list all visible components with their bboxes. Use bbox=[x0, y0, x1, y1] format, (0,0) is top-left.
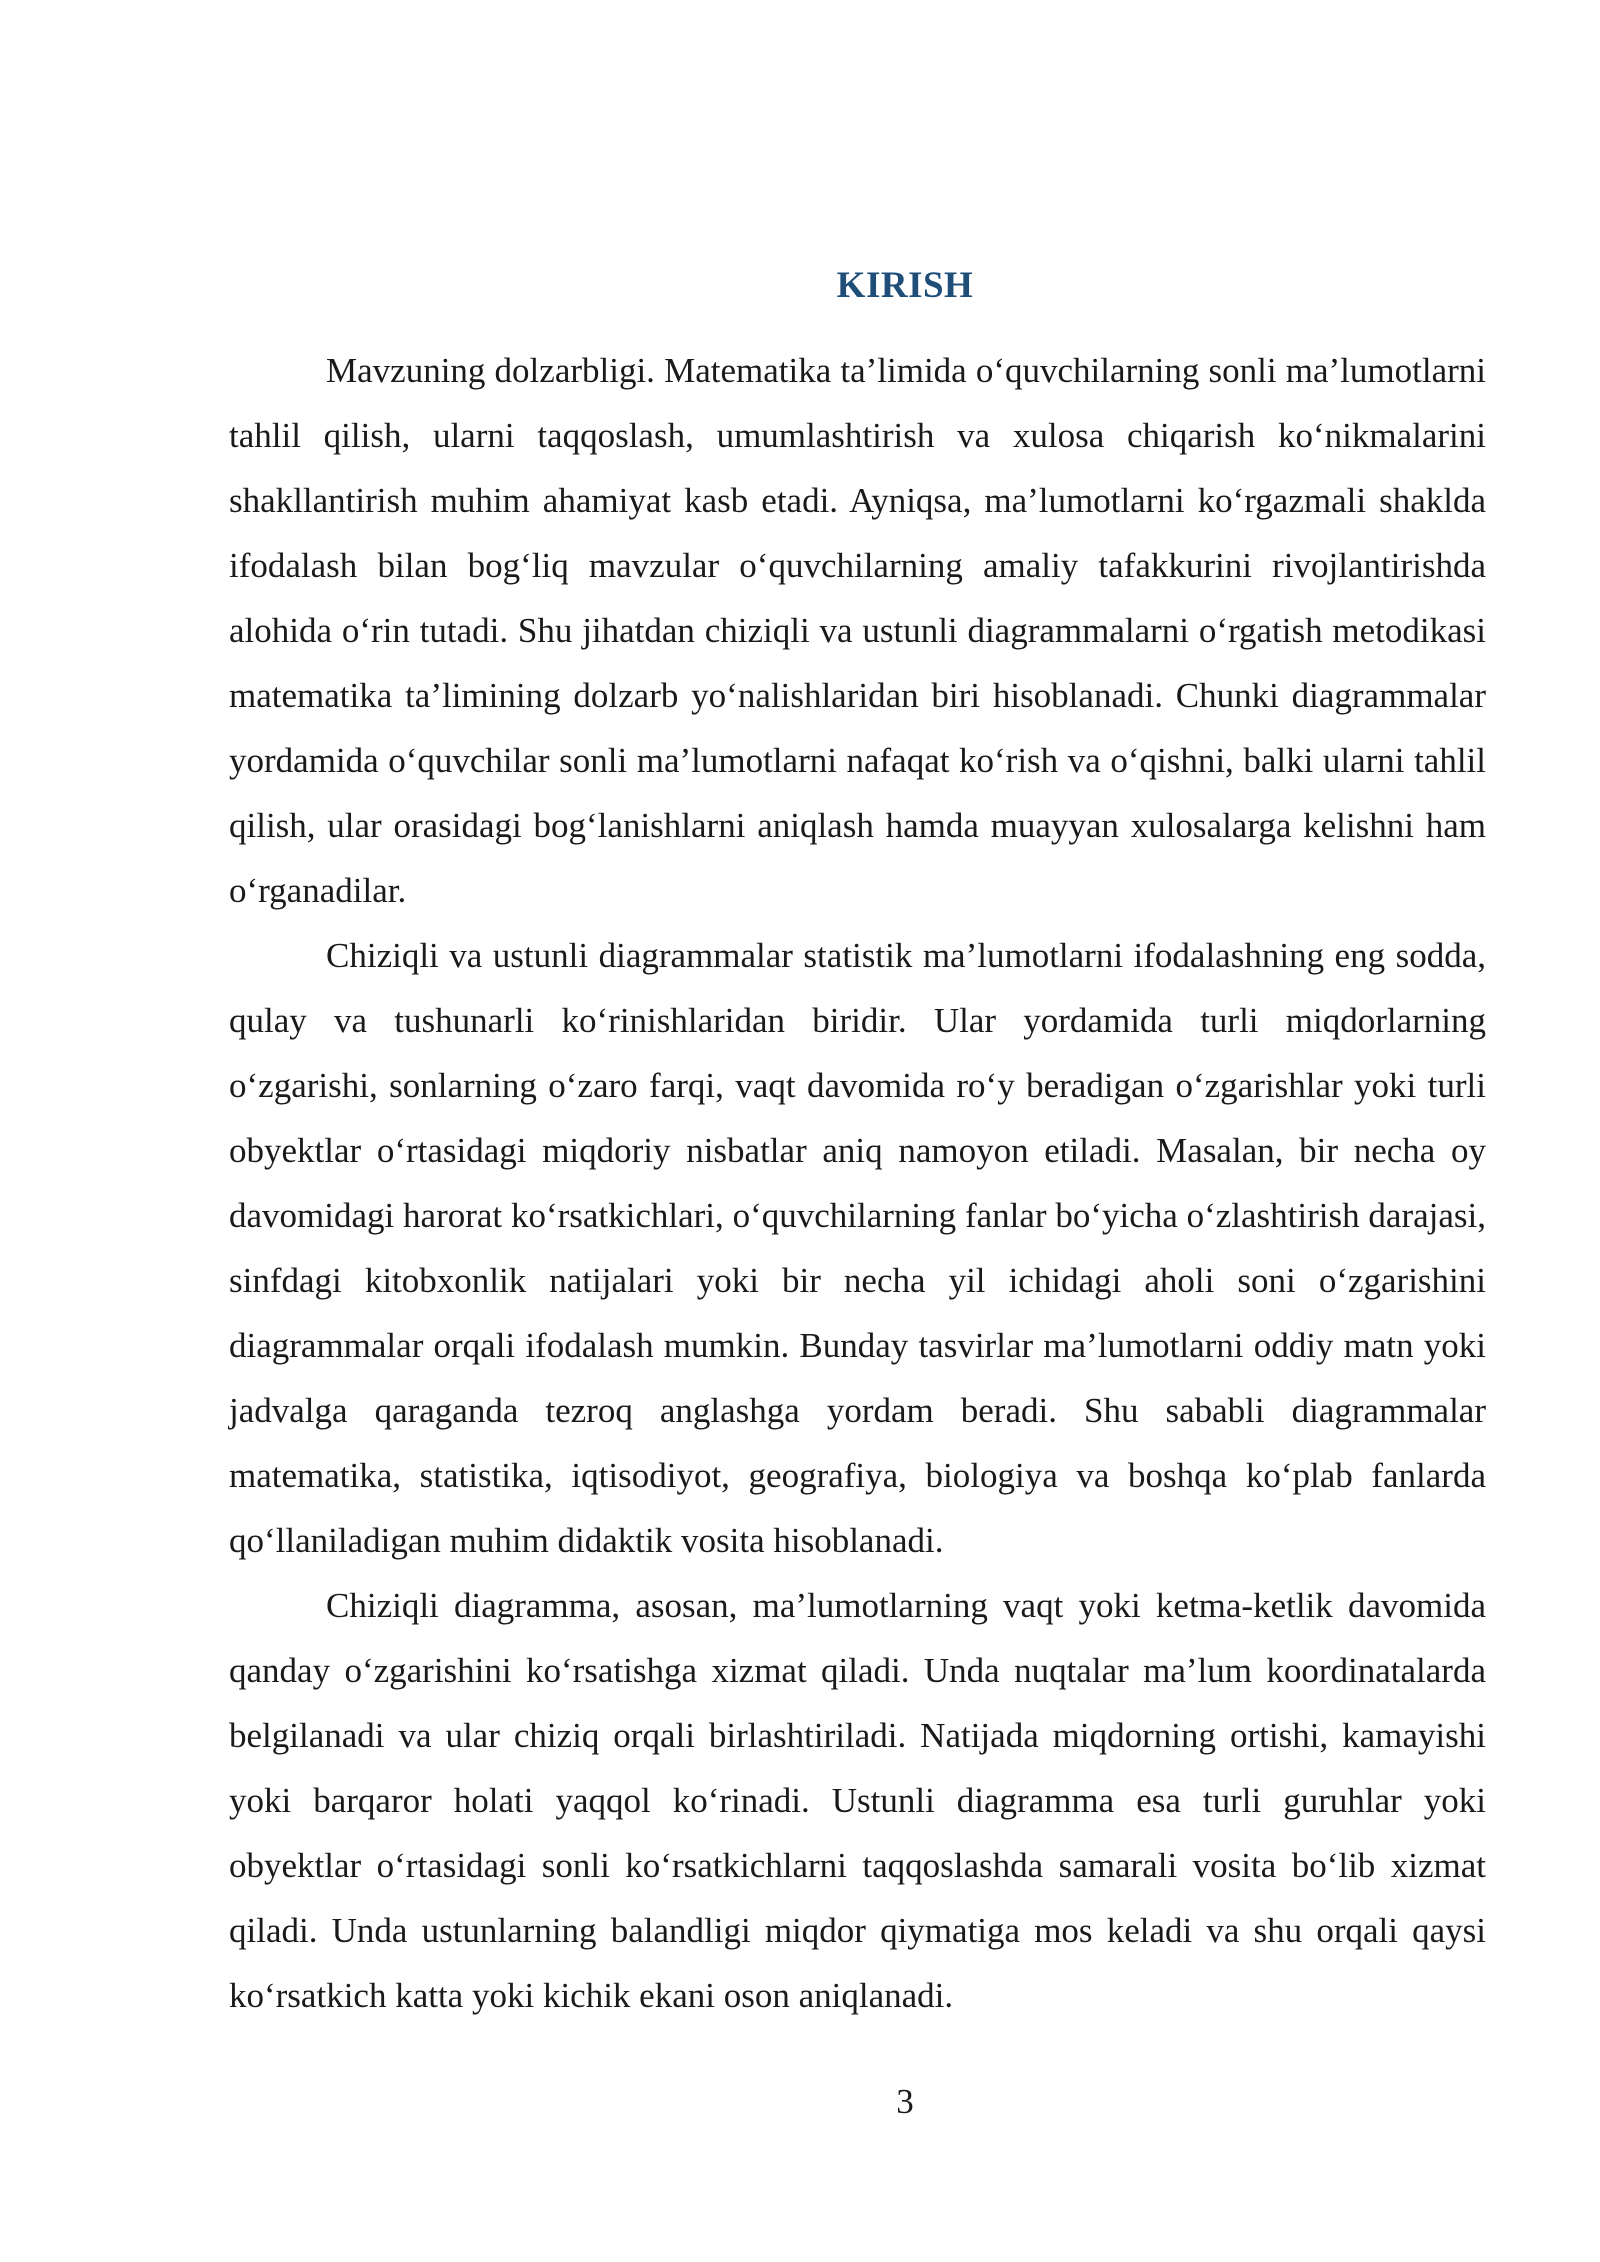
section-heading: KIRISH bbox=[836, 265, 974, 306]
page-number: 3 bbox=[896, 2082, 914, 2121]
paragraph-diagram-overview: Chiziqli va ustunli diagrammalar statistik ma’lumotlarni ifodalashning eng sodda, qulay va tushunarli ko‘rinishlaridan biridir. Ular yordamida turli miqdorlarning o‘zgarishi, sonlarning o‘zaro farqi, vaqt davomida ro‘y beradigan o‘zgarishlar yoki turli obyektlar o‘rtasidagi miqdoriy nisbatlar aniq namoyon etiladi. Masalan, bir necha oy davomidagi harorat ko‘rsatkichlari, o‘quvchilarning fanlar bo‘yicha o‘zlashtirish darajasi, sinfdagi kitobxonlik natijalari yoki bir necha yil ichidagi aholi soni o‘zgarishini diagrammalar orqali ifodalash mumkin. Bunday tasvirlar ma’lumotlarni oddiy matn yoki jadvalga qaraganda tezroq anglashga yordam beradi. Shu sababli diagrammalar matematika, statistika, iqtisodiyot, geografiya, biologiya va boshqa ko‘plab fanlarda qo‘llaniladigan muhim didaktik vosita hisoblanadi. bbox=[229, 936, 1486, 1560]
body-text bbox=[229, 338, 1486, 2028]
paragraph-relevance: Mavzuning dolzarbligi. Matematika ta’limida o‘quvchilarning sonli ma’lumotlarni tahlil qilish, ularni taqqoslash, umumlashtirish va xulosa chiqarish ko‘nikmalarini shakllantirish muhim ahamiyat kasb etadi. Ayniqsa, ma’lumotlarni ko‘rgazmali shaklda ifodalash bilan bog‘liq mavzular o‘quvchilarning amaliy tafakkurini rivojlantirishda alohida o‘rin tutadi. Shu jihatdan chiziqli va ustunli diagrammalarni o‘rgatish metodikasi matematika ta’limining dolzarb yo‘nalishlaridan biri hisoblanadi. Chunki diagrammalar yordamida o‘quvchilar sonli ma’lumotlarni nafaqat ko‘rish va o‘qishni, balki ularni tahlil qilish, ular orasidagi bog‘lanishlarni aniqlash hamda muayyan xulosalarga kelishni ham o‘rganadilar. bbox=[229, 351, 1486, 910]
paragraph-diagram-types: Chiziqli diagramma, asosan, ma’lumotlarning vaqt yoki ketma-ketlik davomida qanday o‘zgarishini ko‘rsatishga xizmat qiladi. Unda nuqtalar ma’lum koordinatalarda belgilanadi va ular chiziq orqali birlashtiriladi. Natijada miqdorning ortishi, kamayishi yoki barqaror holati yaqqol ko‘rinadi. Ustunli diagramma esa turli guruhlar yoki obyektlar o‘rtasidagi sonli ko‘rsatkichlarni taqqoslashda samarali vosita bo‘lib xizmat qiladi. Unda ustunlarning balandligi miqdor qiymatiga mos keladi va shu orqali qaysi ko‘rsatkich katta yoki kichik ekani oson aniqlanadi. bbox=[229, 1586, 1486, 2015]
